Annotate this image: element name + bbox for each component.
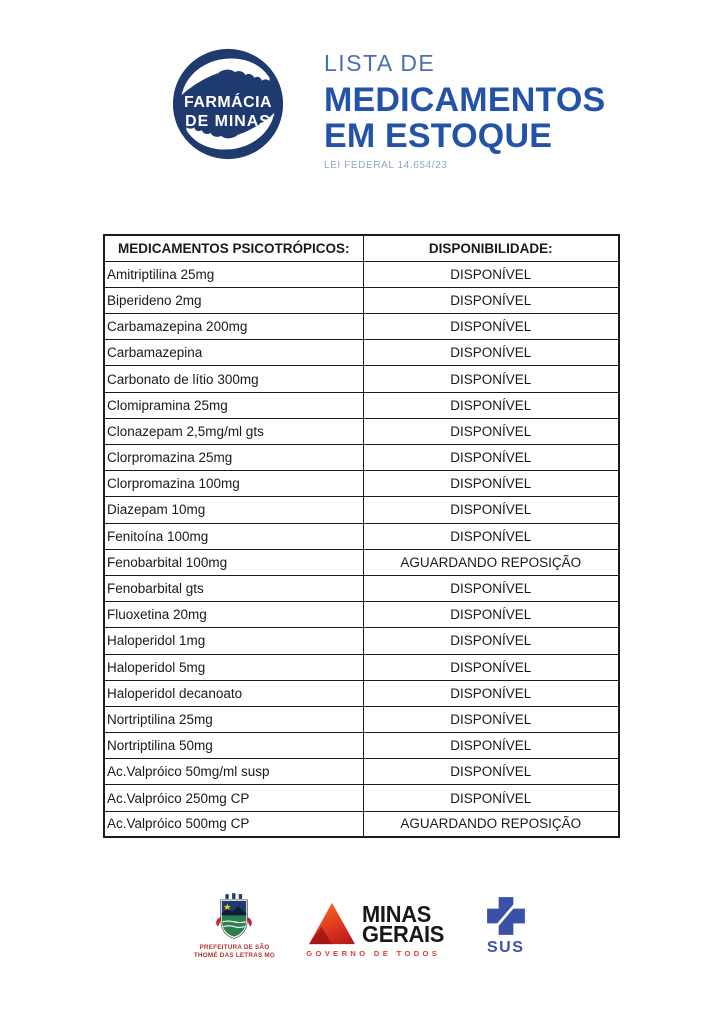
governo-de-todos-tagline: GOVERNO DE TODOS [306,949,441,958]
table-row [104,287,619,313]
medication-name: Fenobarbital 100mg [104,549,363,575]
availability-status: DISPONÍVEL [363,759,619,785]
column-header-medications: MEDICAMENTOS PSICOTRÓPICOS: [104,235,363,261]
availability-status: DISPONÍVEL [363,628,619,654]
document-title [324,50,605,171]
prefeitura-name [194,944,275,960]
logo-text-line1: FARMÁCIA [184,93,272,111]
table-row [104,366,619,392]
table-row [104,471,619,497]
availability-status: DISPONÍVEL [363,680,619,706]
table-row [104,575,619,601]
medication-name: Carbamazepina [104,340,363,366]
medication-name: Fluoxetina 20mg [104,602,363,628]
minas-triangle-icon [306,900,358,946]
title-kicker: LISTA DE [324,50,436,76]
page-footer [0,893,725,960]
column-header-availability: DISPONIBILIDADE: [363,235,619,261]
medication-name: Biperideno 2mg [104,287,363,313]
availability-status: DISPONÍVEL [363,785,619,811]
sus-cross-icon [485,895,527,937]
minas-gerais-wordmark [362,901,445,947]
prefeitura-crest-icon [213,893,255,943]
availability-status: DISPONÍVEL [363,392,619,418]
medication-name: Fenobarbital gts [104,575,363,601]
table-row [104,340,619,366]
availability-status: DISPONÍVEL [363,445,619,471]
table-row [104,811,619,837]
logo-text-line2: DE MINAS [185,113,271,131]
table-row [104,733,619,759]
availability-status: DISPONÍVEL [363,471,619,497]
medication-name: Amitriptilina 25mg [104,261,363,287]
table-row [104,628,619,654]
table-row [104,418,619,444]
table-row [104,523,619,549]
table-row [104,680,619,706]
availability-status: DISPONÍVEL [363,706,619,732]
availability-status: AGUARDANDO REPOSIÇÃO [363,811,619,837]
hands-circle-icon [170,46,286,162]
medication-name: Ac.Valpróico 250mg CP [104,785,363,811]
sus-logo [475,895,537,957]
page-header [0,0,725,200]
medication-name: Nortriptilina 50mg [104,733,363,759]
table-row [104,445,619,471]
table-row [104,314,619,340]
availability-status: DISPONÍVEL [363,497,619,523]
law-reference: LEI FEDERAL 14.654/23 [324,160,448,172]
minas-word: MINAS [362,901,432,927]
availability-status: DISPONÍVEL [363,340,619,366]
medication-name: Clonazepam 2,5mg/ml gts [104,418,363,444]
medication-name: Clorpromazina 100mg [104,471,363,497]
title-line-em-estoque: EM ESTOQUE [324,117,553,156]
table-header-row [104,235,619,261]
medication-name: Carbamazepina 200mg [104,314,363,340]
table-row [104,759,619,785]
minas-gerais-logo [306,900,448,958]
availability-status: DISPONÍVEL [363,261,619,287]
availability-status: DISPONÍVEL [363,575,619,601]
farmacia-de-minas-logo [170,46,286,162]
medication-stock-table [103,234,620,838]
prefeitura-logo [188,893,280,960]
medication-name: Haloperidol 5mg [104,654,363,680]
medication-name: Clorpromazina 25mg [104,445,363,471]
availability-status: DISPONÍVEL [363,287,619,313]
prefeitura-name-line2: THOMÉ DAS LETRAS MG [193,952,275,960]
medication-name: Nortriptilina 25mg [104,706,363,732]
table-row [104,706,619,732]
medication-name: Clomipramina 25mg [104,392,363,418]
gerais-word: GERAIS [362,921,445,947]
medication-name: Ac.Valpróico 50mg/ml susp [104,759,363,785]
medication-name: Diazepam 10mg [104,497,363,523]
table-row [104,261,619,287]
availability-status: DISPONÍVEL [363,523,619,549]
medication-name: Carbonato de lítio 300mg [104,366,363,392]
medication-name: Ac.Valpróico 500mg CP [104,811,363,837]
availability-status: DISPONÍVEL [363,366,619,392]
availability-status: DISPONÍVEL [363,602,619,628]
availability-status: DISPONÍVEL [363,654,619,680]
medication-name: Haloperidol decanoato [104,680,363,706]
table-row [104,392,619,418]
title-line-medicamentos: MEDICAMENTOS [324,81,606,119]
table-row [104,497,619,523]
medication-name: Haloperidol 1mg [104,628,363,654]
availability-status: DISPONÍVEL [363,733,619,759]
medication-name: Fenitoína 100mg [104,523,363,549]
sus-wordmark: SUS [486,939,525,956]
availability-status: DISPONÍVEL [363,418,619,444]
table-row [104,602,619,628]
table-row [104,549,619,575]
table-row [104,785,619,811]
availability-status: AGUARDANDO REPOSIÇÃO [363,549,619,575]
prefeitura-name-line1: PREFEITURA DE SÃO [199,944,270,951]
table-row [104,654,619,680]
availability-status: DISPONÍVEL [363,314,619,340]
